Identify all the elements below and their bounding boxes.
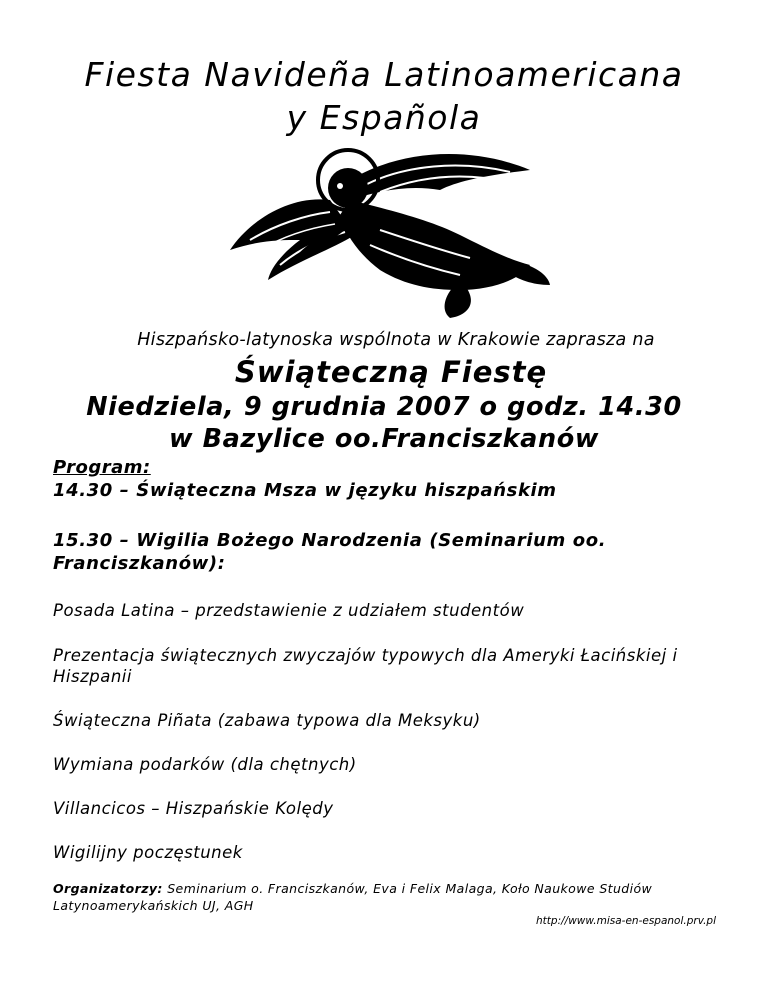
program-item: Wymiana podarków (dla chętnych) [53, 755, 357, 774]
program-item: Prezentacja świątecznych zwyczajów typowych dla Ameryki Łacińskiej i Hiszpanii [53, 646, 678, 686]
organizers-text: Seminarium o. Franciszkanów, Eva i Felix Malaga, Koło Naukowe Studiów Latynoamerykańskich UJ, AGH [53, 881, 653, 913]
program-item: Wigilijny poczęstunek [53, 843, 243, 862]
program-item: Villancicos – Hiszpańskie Kolędy [53, 799, 334, 818]
title-line-2: y Española [286, 98, 482, 137]
program-vigil-line-1: 15.30 – Wigilia Bożego Narodzenia (Seminarium oo. [53, 530, 607, 551]
program-item: Posada Latina – przedstawienie z udziałem studentów [53, 601, 525, 620]
program-heading: Program: [53, 457, 151, 478]
event-name: Świąteczną Fiestę [234, 355, 548, 389]
organizers [53, 880, 733, 914]
event-place: w Bazylice oo.Franciszkanów [168, 424, 600, 454]
title-line-1: Fiesta Navideña Latinoamericana [84, 55, 684, 94]
program-mass: 14.30 – Świąteczna Msza w języku hiszpańskim [53, 480, 557, 501]
invitation-text: Hiszpańsko-latynoska wspólnota w Krakowie zaprasza na [137, 330, 655, 350]
organizers-label: Organizatorzy: [53, 881, 163, 896]
flying-angel-icon [230, 140, 550, 320]
program-item: Świąteczna Piñata (zabawa typowa dla Meksyku) [53, 711, 481, 730]
event-date: Niedziela, 9 grudnia 2007 o godz. 14.30 [86, 392, 682, 422]
website-link[interactable]: http://www.misa-en-espanol.prv.pl [536, 915, 716, 927]
program-vigil-line-2: Franciszkanów): [53, 553, 226, 574]
